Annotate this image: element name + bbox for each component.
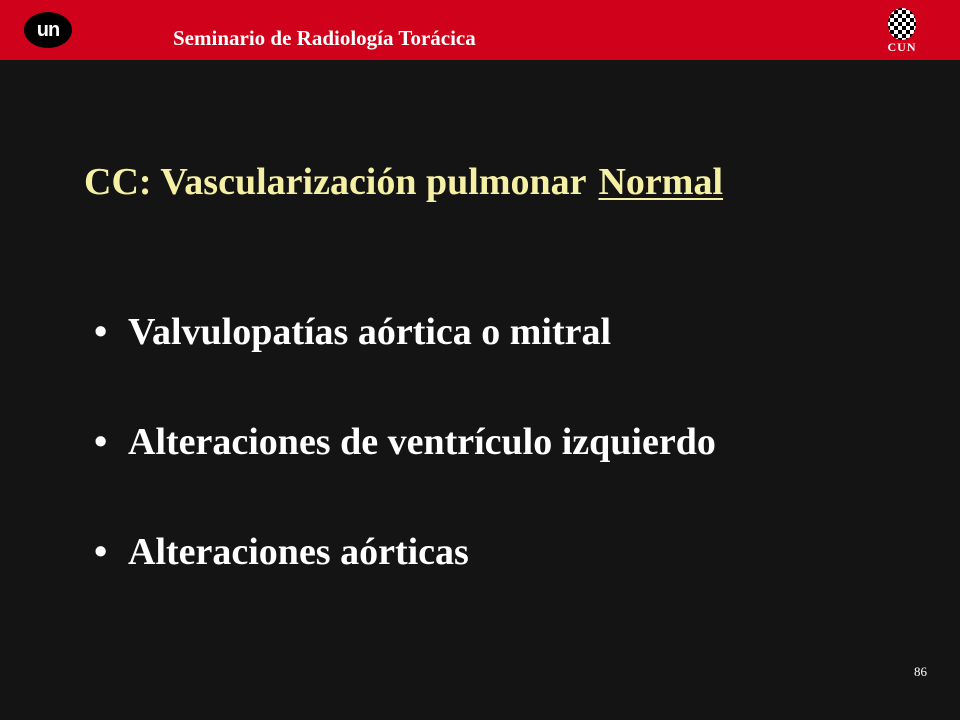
un-logo-text: un <box>36 18 60 41</box>
bullet-text: Alteraciones de ventrículo izquierdo <box>128 421 716 463</box>
bullet-text: Valvulopatías aórtica o mitral <box>128 311 612 353</box>
cun-logo-text: CUN <box>887 40 917 54</box>
un-logo <box>24 12 72 48</box>
header-title: Seminario de Radiología Torácica <box>173 26 476 50</box>
bullet-item <box>94 530 716 588</box>
slide-title-main: CC: Vascularización pulmonar <box>84 161 587 203</box>
bullet-glyph: • <box>94 311 108 353</box>
bullet-item <box>94 420 716 478</box>
slide-title <box>84 160 723 204</box>
bullet-text: Alteraciones aórticas <box>128 531 469 573</box>
slide-title-emphasis: Normal <box>598 161 724 203</box>
header-bar <box>0 0 960 60</box>
bullet-glyph: • <box>94 531 108 573</box>
bullet-list <box>94 310 716 640</box>
bullet-item <box>94 310 716 368</box>
bullet-glyph: • <box>94 421 108 463</box>
page-number: 86 <box>914 664 927 679</box>
